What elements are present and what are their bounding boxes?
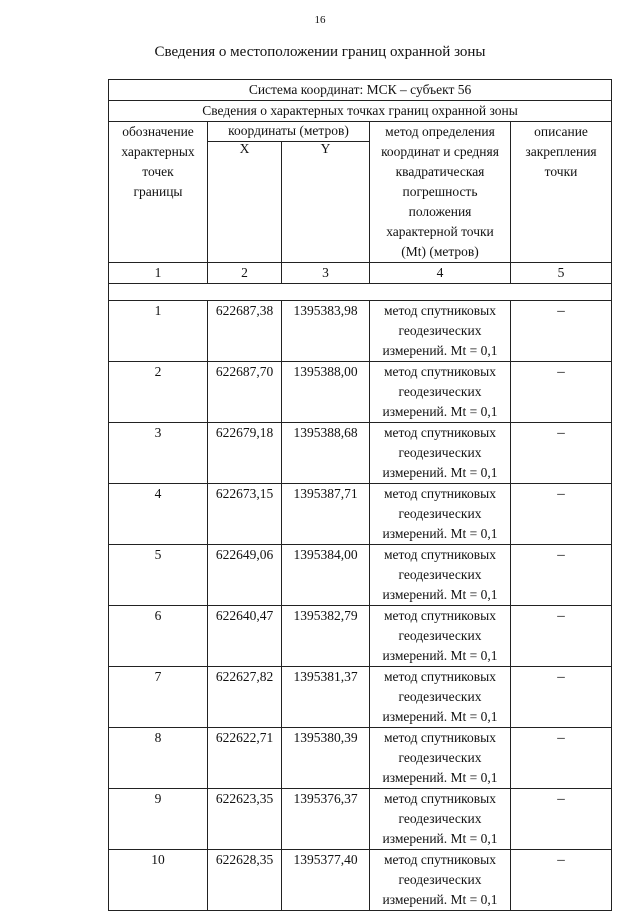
column-number: 3 xyxy=(282,263,370,284)
description-cell: – xyxy=(511,362,612,423)
coord-y: 1395387,71 xyxy=(282,484,370,545)
description-cell: – xyxy=(511,545,612,606)
empty-row xyxy=(109,284,612,301)
table-row xyxy=(109,362,612,423)
point-number: 9 xyxy=(109,789,208,850)
description-cell: – xyxy=(511,728,612,789)
description-cell: – xyxy=(511,667,612,728)
point-number: 7 xyxy=(109,667,208,728)
method-cell: метод спутниковых геодезических измерений. Mt = 0,1 xyxy=(370,545,511,606)
table-row xyxy=(109,667,612,728)
header-designation: обозначение характерных точек границы xyxy=(109,122,208,263)
method-cell: метод спутниковых геодезических измерений. Mt = 0,1 xyxy=(370,362,511,423)
table-row xyxy=(109,423,612,484)
header-description: описание закрепления точки xyxy=(511,122,612,263)
table-row xyxy=(109,606,612,667)
point-number: 3 xyxy=(109,423,208,484)
method-cell: метод спутниковых геодезических измерений. Mt = 0,1 xyxy=(370,850,511,911)
coord-y: 1395382,79 xyxy=(282,606,370,667)
header-x: X xyxy=(208,142,282,263)
coord-y: 1395376,37 xyxy=(282,789,370,850)
table-row xyxy=(109,728,612,789)
coord-x: 622627,82 xyxy=(208,667,282,728)
coord-y: 1395380,39 xyxy=(282,728,370,789)
coord-x: 622687,70 xyxy=(208,362,282,423)
description-cell: – xyxy=(511,789,612,850)
description-cell: – xyxy=(511,606,612,667)
method-cell: метод спутниковых геодезических измерений. Mt = 0,1 xyxy=(370,728,511,789)
coord-x: 622623,35 xyxy=(208,789,282,850)
point-number: 2 xyxy=(109,362,208,423)
coord-x: 622628,35 xyxy=(208,850,282,911)
description-cell: – xyxy=(511,850,612,911)
description-cell: – xyxy=(511,484,612,545)
header-y: Y xyxy=(282,142,370,263)
page-number: 16 xyxy=(314,14,326,26)
coord-y: 1395388,68 xyxy=(282,423,370,484)
method-cell: метод спутниковых геодезических измерений. Mt = 0,1 xyxy=(370,484,511,545)
coord-x: 622687,38 xyxy=(208,301,282,362)
table-row xyxy=(109,484,612,545)
coord-x: 622622,71 xyxy=(208,728,282,789)
coord-x: 622673,15 xyxy=(208,484,282,545)
point-number: 8 xyxy=(109,728,208,789)
table-row xyxy=(109,301,612,362)
method-cell: метод спутниковых геодезических измерений. Mt = 0,1 xyxy=(370,606,511,667)
coord-x: 622679,18 xyxy=(208,423,282,484)
description-cell: – xyxy=(511,423,612,484)
method-cell: метод спутниковых геодезических измерений. Mt = 0,1 xyxy=(370,301,511,362)
coord-y: 1395388,00 xyxy=(282,362,370,423)
point-number: 1 xyxy=(109,301,208,362)
header-coordinates: координаты (метров) xyxy=(208,122,370,142)
coord-y: 1395381,37 xyxy=(282,667,370,728)
description-cell: – xyxy=(511,301,612,362)
coord-y: 1395377,40 xyxy=(282,850,370,911)
column-number: 4 xyxy=(370,263,511,284)
method-cell: метод спутниковых геодезических измерений. Mt = 0,1 xyxy=(370,667,511,728)
document-title: Сведения о местоположении границ охранной зоны xyxy=(154,44,486,60)
table-row xyxy=(109,545,612,606)
column-numbers-row xyxy=(109,263,612,284)
point-number: 10 xyxy=(109,850,208,911)
coord-x: 622640,47 xyxy=(208,606,282,667)
column-number: 1 xyxy=(109,263,208,284)
point-number: 4 xyxy=(109,484,208,545)
table-row xyxy=(109,850,612,911)
column-number: 5 xyxy=(511,263,612,284)
section-title-row: Сведения о характерных точках границ охранной зоны xyxy=(109,101,612,122)
coord-x: 622649,06 xyxy=(208,545,282,606)
boundary-points-table xyxy=(108,79,612,911)
coord-y: 1395383,98 xyxy=(282,301,370,362)
coord-y: 1395384,00 xyxy=(282,545,370,606)
coordinate-system-row: Система координат: МСК – субъект 56 xyxy=(109,80,612,101)
point-number: 6 xyxy=(109,606,208,667)
header-method: метод определения координат и средняя квадратическая погрешность положения характерной точки (Mt) (метров) xyxy=(370,122,511,263)
table-row xyxy=(109,789,612,850)
method-cell: метод спутниковых геодезических измерений. Mt = 0,1 xyxy=(370,423,511,484)
point-number: 5 xyxy=(109,545,208,606)
method-cell: метод спутниковых геодезических измерений. Mt = 0,1 xyxy=(370,789,511,850)
column-number: 2 xyxy=(208,263,282,284)
